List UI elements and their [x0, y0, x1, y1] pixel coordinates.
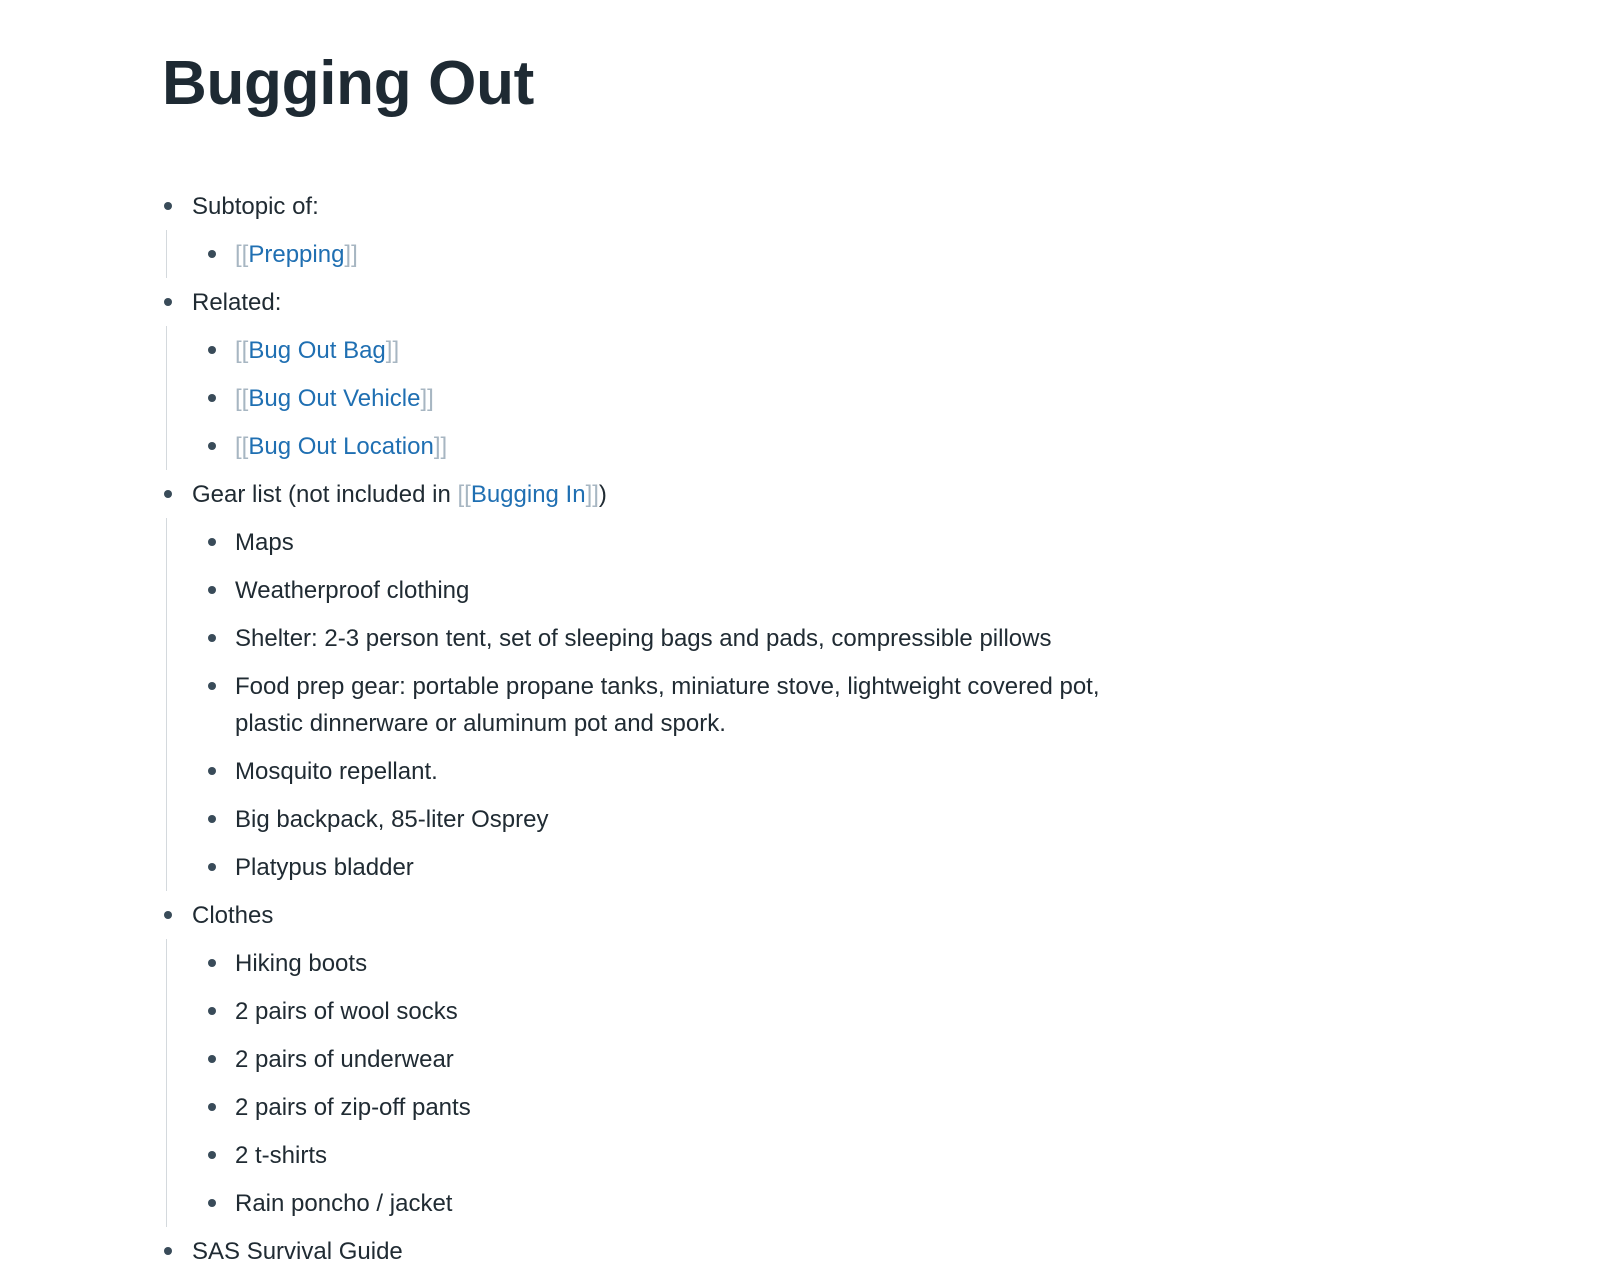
link-bracket-open: [[ [235, 336, 249, 364]
block-text: Hiking boots [235, 949, 368, 977]
block-text: Shelter: 2-3 person tent, set of sleeping bags and pads, compressible pillows [235, 624, 1052, 652]
block-text: Related: [192, 288, 282, 316]
bullet[interactable] [208, 634, 216, 642]
page-link-bug-out-bag[interactable]: Bug Out Bag [248, 336, 386, 364]
link-bracket-close: ]] [344, 240, 358, 268]
block-text: Clothes [192, 901, 274, 929]
block-bug-out-bag[interactable] [208, 326, 1163, 374]
block-text: 2 pairs of zip-off pants [235, 1093, 471, 1121]
block-text: Gear list (not included in [192, 480, 458, 508]
bullet[interactable] [208, 1151, 216, 1159]
list-item[interactable] [208, 614, 1163, 662]
bullet[interactable] [164, 911, 172, 919]
page-link-bug-out-vehicle[interactable]: Bug Out Vehicle [248, 384, 421, 412]
list-item[interactable] [208, 795, 1163, 843]
block-bug-out-vehicle[interactable] [208, 374, 1163, 422]
block-text: Rain poncho / jacket [235, 1189, 453, 1217]
list-item[interactable] [208, 1179, 1163, 1227]
page-link-bug-out-location[interactable]: Bug Out Location [248, 432, 434, 460]
bullet[interactable] [208, 586, 216, 594]
bullet[interactable] [208, 1055, 216, 1063]
list-item[interactable] [208, 987, 1163, 1035]
bullet[interactable] [208, 1103, 216, 1111]
bullet[interactable] [164, 298, 172, 306]
link-bracket-close: ]] [420, 384, 434, 412]
list-item[interactable] [208, 1083, 1163, 1131]
bullet[interactable] [208, 767, 216, 775]
link-bracket-open: [[ [235, 384, 249, 412]
bullet[interactable] [208, 442, 216, 450]
block-clothes[interactable] [163, 891, 1163, 939]
children-related [166, 326, 1163, 470]
bullet[interactable] [208, 1007, 216, 1015]
block-text: 2 pairs of wool socks [235, 997, 458, 1025]
children-clothes [166, 939, 1163, 1227]
block-bug-out-location[interactable] [208, 422, 1163, 470]
block-text: Big backpack, 85-liter Osprey [235, 805, 549, 833]
page-title[interactable]: Bugging Out [162, 49, 535, 118]
link-bracket-close: ]] [433, 432, 448, 460]
block-subtopic[interactable] [163, 182, 1163, 230]
block-text: ) [598, 480, 607, 508]
list-item[interactable] [208, 662, 1163, 747]
block-related[interactable] [163, 278, 1163, 326]
bullet[interactable] [164, 202, 172, 210]
bullet[interactable] [208, 682, 216, 690]
list-item[interactable] [208, 939, 1163, 987]
link-bracket-close: ]] [385, 336, 400, 364]
children-gear-list [166, 518, 1163, 891]
block-text: Platypus bladder [235, 853, 414, 881]
link-bracket-close: ]] [585, 480, 599, 508]
block-text: Mosquito repellant. [235, 757, 438, 785]
bullet[interactable] [208, 1199, 216, 1207]
bullet[interactable] [164, 490, 172, 498]
link-bracket-open: [[ [235, 240, 249, 268]
list-item[interactable] [208, 566, 1163, 614]
block-text: Maps [235, 528, 294, 556]
list-item[interactable] [208, 747, 1163, 795]
bullet[interactable] [208, 394, 216, 402]
bullet[interactable] [164, 1247, 172, 1255]
block-text: 2 t-shirts [235, 1141, 328, 1169]
block-text: Food prep gear: portable propane tanks, miniature stove, lightweight covered pot, plastic dinnerware or aluminum pot and spork. [235, 672, 1100, 737]
children-subtopic [166, 230, 1163, 278]
page-link-prepping[interactable]: Prepping [248, 240, 345, 268]
list-item[interactable] [208, 518, 1163, 566]
outline [163, 182, 1163, 1265]
bullet[interactable] [208, 863, 216, 871]
link-bracket-open: [[ [235, 432, 249, 460]
page-link-bugging-in[interactable]: Bugging In [470, 480, 586, 508]
block-sas-survival-guide[interactable] [163, 1227, 1163, 1265]
list-item[interactable] [208, 1131, 1163, 1179]
bullet[interactable] [208, 346, 216, 354]
block-gear-list[interactable] [163, 470, 1163, 518]
bullet[interactable] [208, 959, 216, 967]
link-bracket-open: [[ [457, 480, 471, 508]
bullet[interactable] [208, 538, 216, 546]
block-text: Weatherproof clothing [235, 576, 470, 604]
block-text: Subtopic of: [192, 192, 319, 220]
bullet[interactable] [208, 815, 216, 823]
list-item[interactable] [208, 1035, 1163, 1083]
block-text: SAS Survival Guide [192, 1237, 403, 1265]
block-text: 2 pairs of underwear [235, 1045, 454, 1073]
bullet[interactable] [208, 250, 216, 258]
block-prepping[interactable] [208, 230, 1163, 278]
list-item[interactable] [208, 843, 1163, 891]
